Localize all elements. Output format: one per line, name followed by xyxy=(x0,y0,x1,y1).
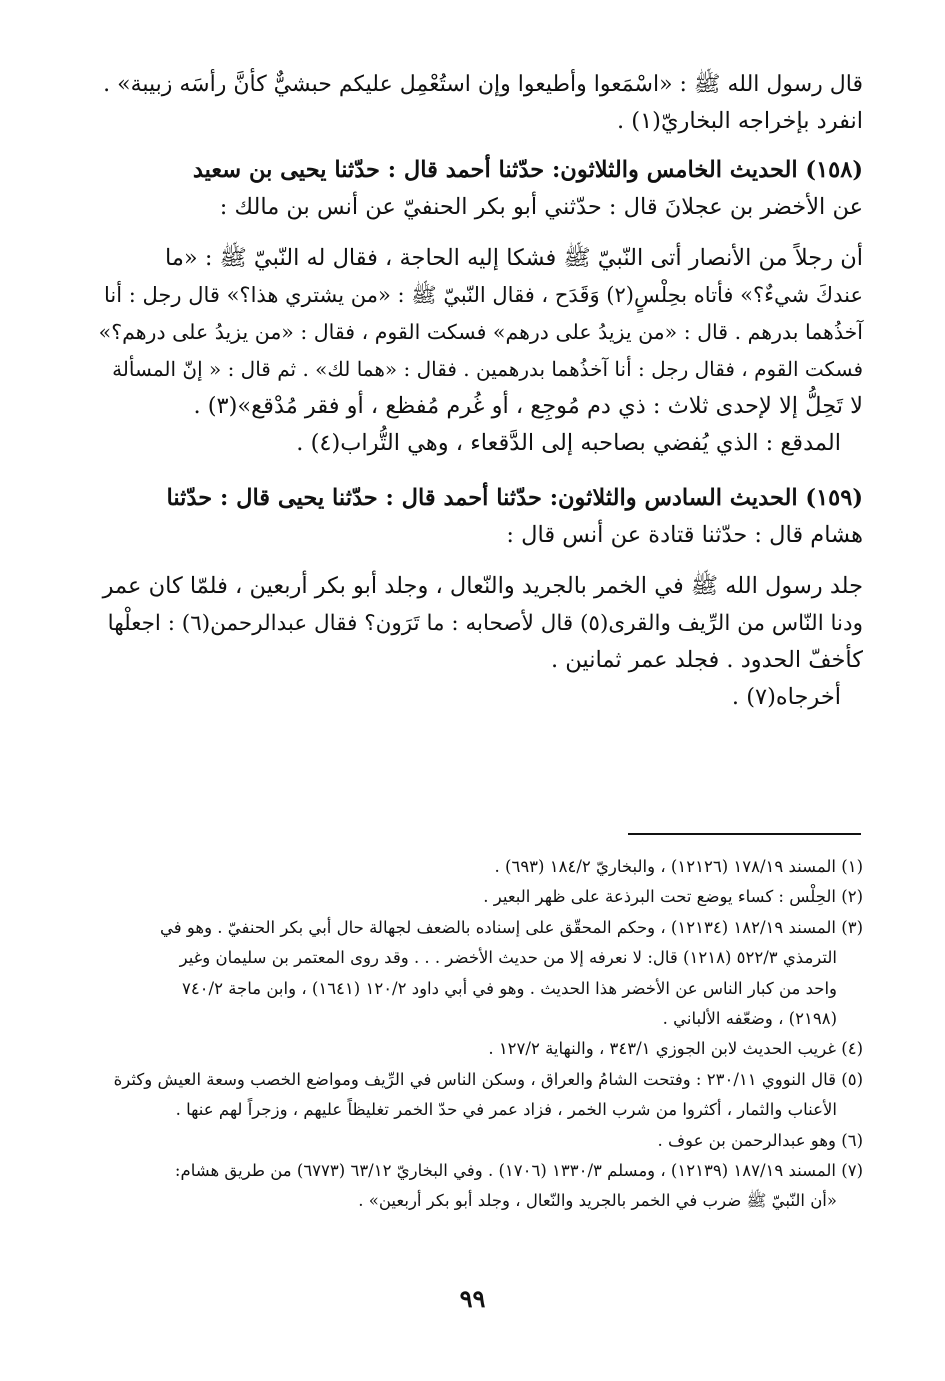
text-line: فسكت القوم ، فقال رجل : أنا آخذُهما بدرهمين . فقال : «هما لك» . ثم قال : « إنّ المسألة xyxy=(112,357,863,381)
hadith-158 xyxy=(98,152,863,462)
text-line: ودنا النّاس من الرِّيف والقرى(٥) قال لأصحابه : ما تَرَون؟ فقال عبدالرحمن(٦) : اجعلْها xyxy=(107,611,863,636)
text-line: لا تَحِلُّ إلا لإحدى ثلاث : ذي دم مُوجِع ، أو غُرم مُفظع ، أو فقر مُدْقع»(٣) . xyxy=(193,393,863,419)
footnote-2: (٢) الحِلْس : كساء يوضع تحت البرذعة على ظهر البعير . xyxy=(483,887,863,907)
text-line: عن الأخضر بن عجلانَ قال : حدّثني أبو بكر الحنفيّ عن أنس بن مالك : xyxy=(219,194,863,220)
gloss-line: المدقع : الذي يُفضي بصاحبه إلى الدَّقعاء ، وهي التُّراب(٤) . xyxy=(296,430,841,456)
footnote-7-cont: «أن النّبيّ ﷺ ضرب في الخمر بالجريد والنّعال ، وجلد أبو بكر أربعين» . xyxy=(358,1191,837,1211)
footnote-3-cont: واحد من كبار الناس عن الأخضر هذا الحديث . وهو في أبي داود ١٢٠/٢ (١٦٤١) ، وابن ماجة ٧٤٠/٢ xyxy=(181,978,837,998)
footnote-divider xyxy=(628,833,861,835)
footnote-3-cont: الترمذي ٥٢٢/٣ (١٢١٨) قال: لا نعرفه إلا من حديث الأخضر . . . وقد روى المعتمر بن سليمان وغير xyxy=(179,948,837,968)
main-text xyxy=(98,66,863,716)
footnote-7: (٧) المسند ١٨٧/١٩ (١٢١٣٩) ، ومسلم ١٣٣٠/٣ (١٧٠٦) . وفي البخاريّ ٦٣/١٢ (٦٧٧٣) من طريق هشام: xyxy=(174,1161,863,1181)
text-line: أخرجاه(٧) . xyxy=(731,684,841,710)
text-line: انفرد بإخراجه البخاريّ(١) . xyxy=(616,108,863,134)
text-line: جلد رسول الله ﷺ في الخمر بالجريد والنّعال ، وجلد أبو بكر أربعين ، فلمّا كان عمر xyxy=(102,573,863,599)
footnote-4: (٤) غريب الحديث لابن الجوزي ٣٤٣/١ ، والنهاية ١٢٧/٢ . xyxy=(488,1039,863,1059)
text-line: آخذُهما بدرهم . قال : «من يزيدُ على درهم» فسكت القوم ، فقال : «من يزيدُ على درهم؟» xyxy=(98,320,863,344)
text-line: هشام قال : حدّثنا قتادة عن أنس قال : xyxy=(506,522,863,548)
footnote-3-cont: (٢١٩٨) ، وضعّفه الألباني . xyxy=(662,1009,837,1029)
footnote-1: (١) المسند ١٧٨/١٩ (١٢١٢٦) ، والبخاريّ ١٨٤/٢ (٦٩٣) . xyxy=(494,857,863,876)
footnote-3: (٣) المسند ١٨٢/١٩ (١٢١٣٤) ، وحكم المحقّق على إسناده بالضعف لجهالة حال أبي بكر الحنفيّ . وهو في xyxy=(159,917,863,937)
text-line: عندكَ شيءٌ؟» فأتاه بحِلْسٍ(٢) وَقَدَح ، فقال النّبيّ ﷺ : «من يشتري هذا؟» قال رجل : أنا xyxy=(104,283,863,307)
text-line: كأخفّ الحدود . فجلد عمر ثمانين . xyxy=(550,647,863,673)
footnotes xyxy=(98,852,863,1217)
hadith-159 xyxy=(98,480,863,716)
footnote-6: (٦) وهو عبدالرحمن بن عوف . xyxy=(657,1130,863,1150)
page-number: ٩٩ xyxy=(459,1284,486,1313)
footnote-5-cont: الأعناب والثمار ، أكثروا من شرب الخمر ، فزاد عمر في حدّ الخمر تغليظاً عليهم ، وزجراً لهم عنها . xyxy=(175,1100,837,1120)
intro-paragraph xyxy=(98,66,863,140)
text-line: قال رسول الله ﷺ : «اسْمَعوا وأطيعوا وإن استُعْمِل عليكم حبشيٌّ كأنَّ رأسَه زبيبة» . xyxy=(103,72,863,97)
text-line: أن رجلاً من الأنصار أتى النّبيّ ﷺ فشكا إليه الحاجة ، فقال له النّبيّ ﷺ : «ما xyxy=(165,245,863,271)
hadith-heading: (١٥٨) الحديث الخامس والثلاثون: حدّثنا أحمد قال : حدّثنا يحيى بن سعيد xyxy=(192,157,863,183)
hadith-heading: (١٥٩) الحديث السادس والثلاثون: حدّثنا أحمد قال : حدّثنا يحيى قال : حدّثنا xyxy=(166,485,863,511)
footnote-5: (٥) قال النووي ٢٣٠/١١ : وفتحت الشامُ والعراق ، وسكن الناس في الرِّيف ومواضع الخصب وسعة العيش وكثرة xyxy=(113,1069,863,1089)
